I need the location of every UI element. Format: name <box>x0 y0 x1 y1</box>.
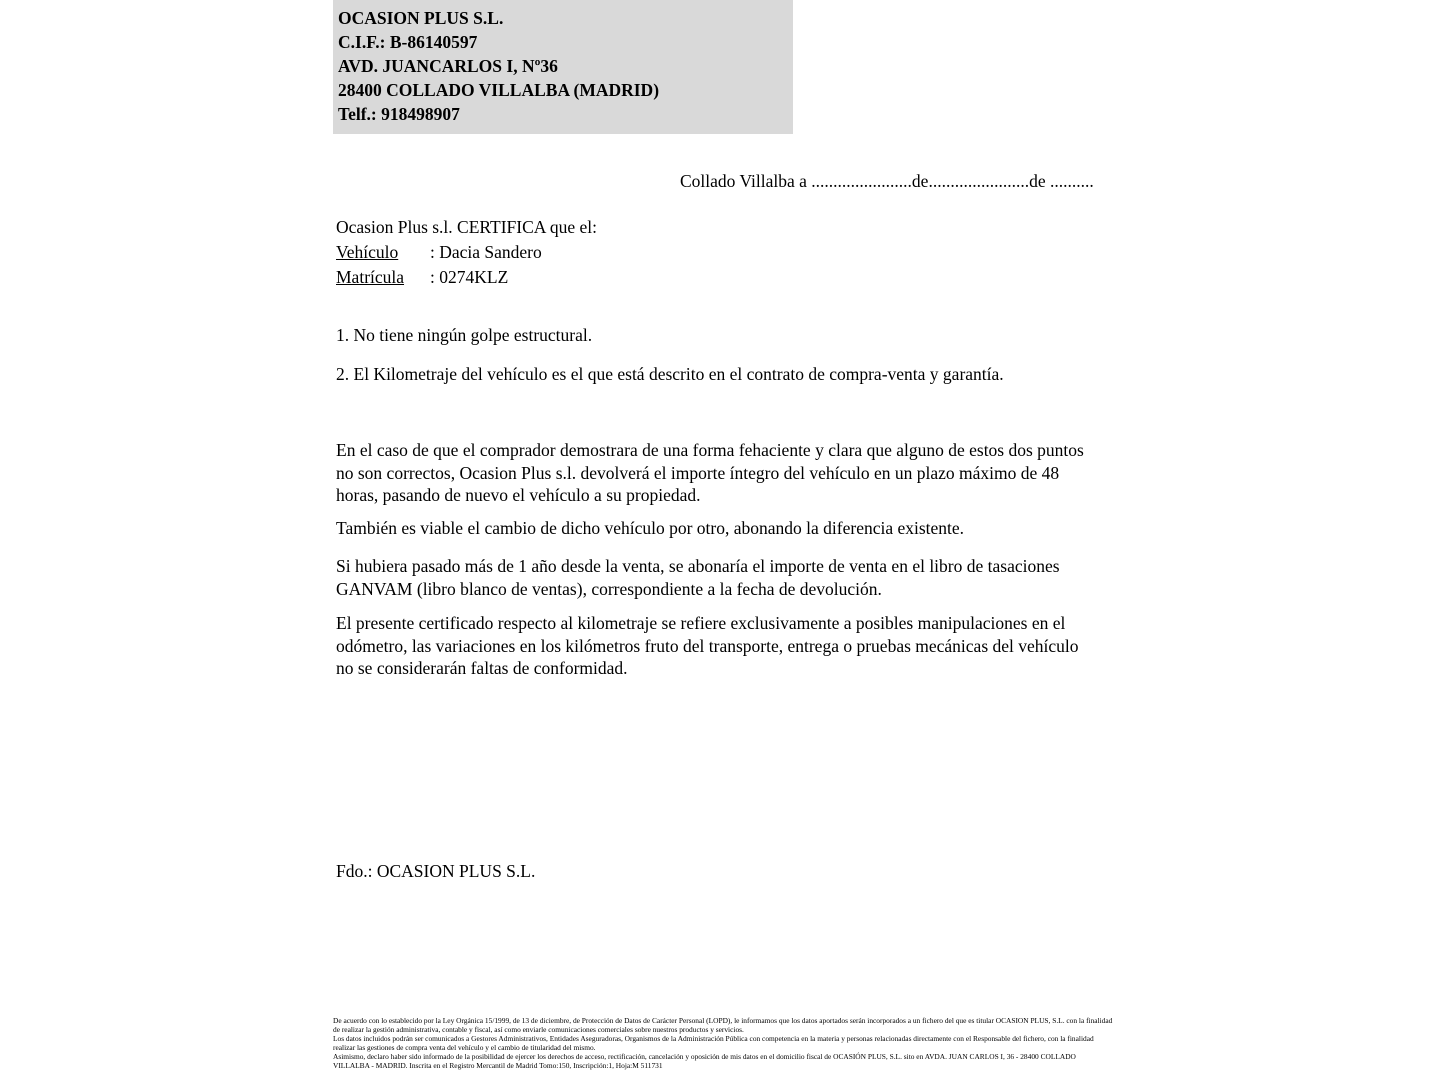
vehicle-row <box>336 240 597 265</box>
company-address-city: 28400 COLLADO VILLALBA (MADRID) <box>338 80 660 100</box>
company-address-street: AVD. JUANCARLOS I, Nº36 <box>338 56 558 76</box>
paragraph-refund-terms: En el caso de que el comprador demostrara de una forma fehaciente y clara que alguno de estos dos puntos no son correctos, Ocasion Plus s.l. devolverá el importe íntegro del vehículo en un plazo máximo de 48 horas, pasando de nuevo el vehículo a su propiedad. <box>336 440 1084 505</box>
plate-row <box>336 265 597 290</box>
vehicle-value: : Dacia Sandero <box>430 242 542 262</box>
legal-paragraph-2: Los datos incluidos podrán ser comunicados a Gestores Administrativos, Entidades Aseguradoras, Organismos de la Administración Pública con competencia en la materia y personas relacionadas directamente con el Responsable del fichero, con la finalidad realizar las gestiones de compra venta del vehículo y el cambio de titularidad del mismo. <box>333 1034 1094 1053</box>
date-line: Collado Villalba a .......................de.......................de .......... <box>680 171 1094 191</box>
legal-paragraph-1: De acuerdo con lo establecido por la Ley Orgánica 15/1999, de 13 de diciembre, de Protección de Datos de Carácter Personal (LOPD), le informamos que los datos aportados serán incorporados a un fichero del que es titular OCASION PLUS, S.L. con la finalidad de realizar la gestión administrativa, contable y fiscal, así como enviarle comunicaciones comerciales sobre nuestros productos y servicios. <box>333 1016 1113 1035</box>
paragraph-vehicle-exchange: También es viable el cambio de dicho vehículo por otro, abonando la diferencia existente. <box>336 518 965 538</box>
company-phone: Telf.: 918498907 <box>338 104 460 124</box>
vehicle-label: Vehículo <box>336 242 399 262</box>
company-name: OCASION PLUS S.L. <box>338 8 504 28</box>
plate-label: Matrícula <box>336 267 405 287</box>
certification-block <box>336 215 597 290</box>
point-1: 1. No tiene ningún golpe estructural. <box>336 325 593 345</box>
point-2: 2. El Kilometraje del vehículo es el que está descrito en el contrato de compra-venta y garantía. <box>336 364 1004 384</box>
paragraph-ganvam: Si hubiera pasado más de 1 año desde la venta, se abonaría el importe de venta en el libro de tasaciones GANVAM (libro blanco de ventas), correspondiente a la fecha de devolución. <box>336 556 1060 599</box>
certifies-intro: Ocasion Plus s.l. CERTIFICA que el: <box>336 217 597 237</box>
paragraph-odometer-scope: El presente certificado respecto al kilometraje se refiere exclusivamente a posibles manipulaciones en el odómetro, las variaciones en los kilómetros fruto del transporte, entrega o pruebas mecánicas del vehículo no se considerarán faltas de conformidad. <box>336 613 1079 678</box>
plate-value: : 0274KLZ <box>430 267 509 287</box>
company-cif: C.I.F.: B-86140597 <box>338 32 478 52</box>
signature-line: Fdo.: OCASION PLUS S.L. <box>336 861 536 881</box>
legal-paragraph-3: Asimismo, declaro haber sido informado de la posibilidad de ejercer los derechos de acceso, rectificación, cancelación y oposición de mis datos en el domicilio fiscal de OCASIÓN PLUS, S.L. sito en AVDA. JUAN CARLOS I, 36 - 28400 COLLADO VILLALBA - MADRID. Inscrita en el Registro Mercantil de Madrid Tomo:150, Inscripción:1, Hoja:M 511731 <box>333 1052 1076 1071</box>
legal-footer <box>333 1016 1113 1071</box>
company-header-block <box>333 0 793 134</box>
